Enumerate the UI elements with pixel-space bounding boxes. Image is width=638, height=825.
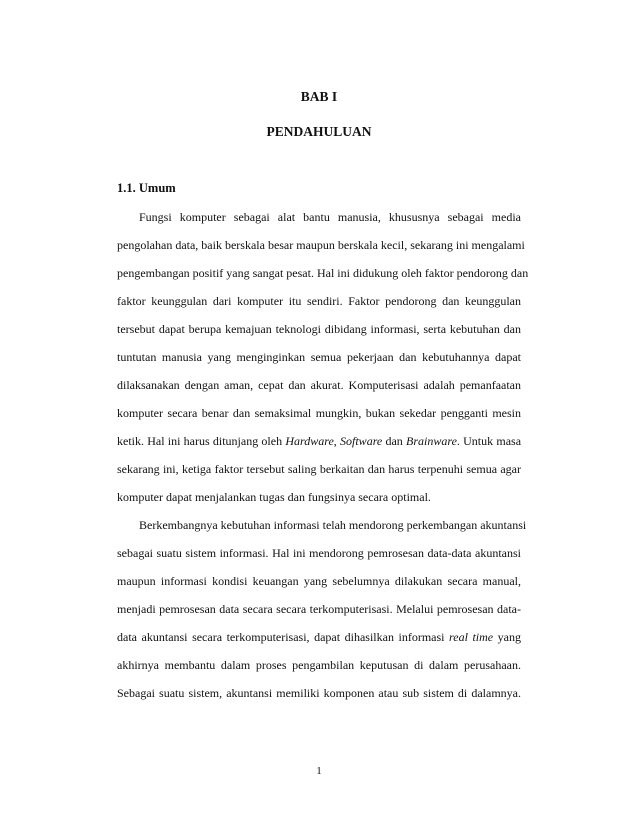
italic-term: Brainware (406, 434, 457, 448)
text-line: akhirnya membantu dalam proses pengambilan keputusan di dalam perusahaan. (117, 658, 521, 672)
text-line: tuntutan manusia yang menginginkan semua pekerjaan dan kebutuhannya dapat (117, 350, 521, 364)
text-line: pengolahan data, baik berskala besar maupun berskala kecil, sekarang ini mengalami (117, 238, 525, 252)
text-line: komputer secara benar dan semaksimal mungkin, bukan sekedar pengganti mesin (117, 406, 521, 420)
italic-term: Hardware (285, 434, 334, 448)
text-line: data akuntansi secara terkomputerisasi, dapat dihasilkan informasi real time yang (117, 630, 522, 644)
italic-term: real time (449, 630, 494, 644)
text-line: menjadi pemrosesan data secara secara terkomputerisasi. Melalui pemrosesan data- (117, 602, 521, 616)
text-line: maupun informasi kondisi keuangan yang sebelumnya dilakukan secara manual, (117, 574, 521, 588)
section-heading: 1.1. Umum (117, 181, 176, 195)
text-line: faktor keunggulan dari komputer itu sendiri. Faktor pendorong dan keunggulan (117, 294, 521, 308)
text-line: Sebagai suatu sistem, akuntansi memiliki komponen atau sub sistem di dalamnya. (117, 686, 521, 700)
text-line: tersebut dapat berupa kemajuan teknologi dibidang informasi, serta kebutuhan dan (117, 322, 521, 336)
page-number: 1 (316, 765, 322, 777)
text-line: sebagai suatu sistem informasi. Hal ini mendorong pemrosesan data-data akuntansi (117, 546, 521, 560)
text-line: ketik. Hal ini harus ditunjang oleh Hardware, Software dan Brainware. Untuk masa (117, 434, 522, 448)
chapter-heading: BAB I (300, 89, 338, 104)
text-line: dilaksanakan dengan aman, cepat dan akurat. Komputerisasi adalah pemanfaatan (117, 378, 521, 392)
italic-term: Software (340, 434, 383, 448)
text-line: sekarang ini, ketiga faktor tersebut saling berkaitan dan harus terpenuhi semua agar (117, 462, 521, 476)
text-line: pengembangan positif yang sangat pesat. Hal ini didukung oleh faktor pendorong dan (117, 266, 529, 280)
text-line: Berkembangnya kebutuhan informasi telah mendorong perkembangan akuntansi (139, 518, 527, 532)
chapter-title: PENDAHULUAN (266, 124, 372, 139)
text-line: komputer dapat menjalankan tugas dan fungsinya secara optimal. (117, 490, 431, 504)
text-line: Fungsi komputer sebagai alat bantu manusia, khususnya sebagai media (139, 210, 521, 224)
